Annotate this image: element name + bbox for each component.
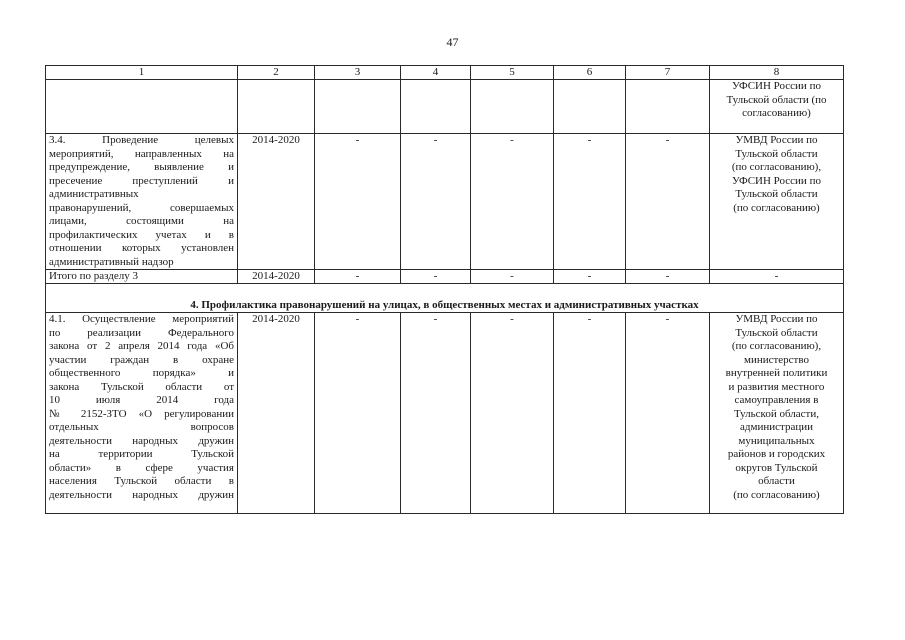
table-row (46, 80, 844, 134)
executor-cell: УМВД России по Тульской области (по согласованию), министерство внутренней политики и развития местного самоуправления в Тульской области, администрации муниципальных районов и городских округов Тульской области (по согласованию) (710, 313, 844, 514)
column-number: 3 (315, 66, 401, 80)
funding-cell: - (401, 313, 471, 514)
funding-cell: - (626, 134, 710, 270)
activity-description: 3.4. Проведение целевых мероприятий, направленных на предупреждение, выявление и пресечение преступлений и административных правонарушений, совершаемых лицами, состоящими на профилактических учетах и в отношении которых установлен административный надзор (46, 134, 238, 270)
executor-cell: УФСИН России по Тульской области (по согласованию) (710, 80, 844, 134)
executor-cell: УМВД России по Тульской области (по согласованию), УФСИН России по Тульской области (по согласованию) (710, 134, 844, 270)
table-cell (238, 80, 315, 134)
funding-cell: - (315, 313, 401, 514)
section-title: 4. Профилактика правонарушений на улицах, в общественных местах и административных участках (46, 284, 844, 313)
table-row (46, 313, 844, 514)
funding-cell: - (554, 270, 626, 284)
column-number: 4 (401, 66, 471, 80)
funding-cell: - (401, 134, 471, 270)
table-row (46, 134, 844, 270)
period-cell: 2014-2020 (238, 270, 315, 284)
funding-cell: - (471, 313, 554, 514)
funding-cell: - (554, 313, 626, 514)
column-number: 7 (626, 66, 710, 80)
funding-cell: - (626, 270, 710, 284)
activities-table (45, 65, 844, 514)
funding-cell: - (626, 313, 710, 514)
funding-cell: - (554, 134, 626, 270)
funding-cell: - (401, 270, 471, 284)
funding-cell: - (315, 270, 401, 284)
funding-cell: - (471, 270, 554, 284)
column-number: 2 (238, 66, 315, 80)
funding-cell: - (315, 134, 401, 270)
table-cell (626, 80, 710, 134)
period-cell: 2014-2020 (238, 313, 315, 514)
page-number: 47 (446, 35, 459, 49)
table-cell (401, 80, 471, 134)
activity-description: 4.1. Осуществление мероприятий по реализации Федерального закона от 2 апреля 2014 года «Об участии граждан в охране общественного порядка» и закона Тульской области от 10 июля 2014 года № 2152-ЗТО «О регулировании отдельных вопросов деятельности народных дружин на территории Тульской области» в сфере участия населения Тульской области в деятельности народных дружин (46, 313, 238, 514)
table-cell (554, 80, 626, 134)
table-cell (315, 80, 401, 134)
section-total-row (46, 270, 844, 284)
column-number: 8 (710, 66, 844, 80)
column-number: 6 (554, 66, 626, 80)
section-heading-row (46, 284, 844, 313)
total-label: Итого по разделу 3 (46, 270, 238, 284)
funding-cell: - (471, 134, 554, 270)
column-number-row (46, 66, 844, 80)
table-cell (471, 80, 554, 134)
table-cell (46, 80, 238, 134)
period-cell: 2014-2020 (238, 134, 315, 270)
column-number: 1 (46, 66, 238, 80)
executor-cell: - (710, 270, 844, 284)
column-number: 5 (471, 66, 554, 80)
